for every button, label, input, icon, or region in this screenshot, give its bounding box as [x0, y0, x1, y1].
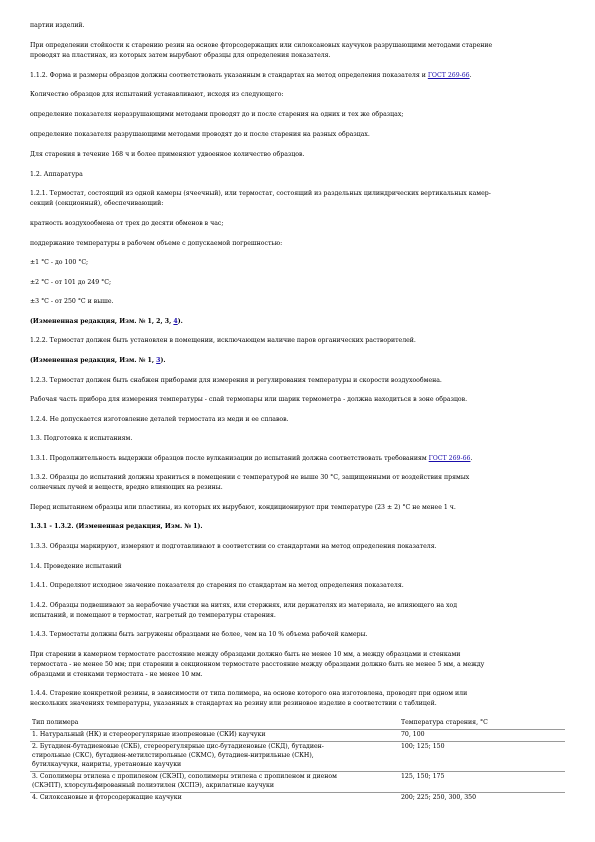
temperature-cell: 200; 225; 250, 300, 350: [399, 793, 565, 805]
section-heading-1-4: 1.4. Проведение испытаний: [30, 563, 122, 570]
paragraph: Перед испытанием образцы или пластины, из которых их вырубают, кондиционируют при температуре (23 ± 2) °С не менее 1 ч.: [30, 504, 456, 511]
clause-tail: .: [469, 72, 472, 79]
paragraph-line: секций (секционный), обеспечивающий:: [30, 200, 164, 207]
aging-temperature-table: [30, 718, 565, 804]
gost-269-66-link[interactable]: ГОСТ 269-66: [428, 455, 471, 462]
paragraph: 1.2.2. Термостат должен быть установлен в помещении, исключающем наличие паров органических растворителей.: [30, 337, 416, 344]
paragraph-line: 1.2.1. Термостат, состоящий из одной камеры (ячеечный), или термостат, состоящий из раздельных цилиндрических вертикальных камер-: [30, 190, 491, 197]
amendment-text: (Измененная редакция, Изм. № 1, 2, 3,: [30, 318, 174, 325]
paragraph-line: нескольких значениях температуры, указанных в стандартах на резину или резиновое изделие в соответствии с таблицей.: [30, 700, 437, 707]
table-header-row: [30, 718, 565, 730]
clause-1-3-1: [30, 454, 570, 464]
section-heading-1-2: 1.2. Аппаратура: [30, 171, 83, 178]
paragraph-line: образцами и стенками термостата - не менее 10 мм.: [30, 671, 203, 678]
paragraph-line: проводят на пластинах, из которых затем вырубают образцы для определения показателя.: [30, 52, 331, 59]
tolerance-item: ±2 °С - от 101 до 249 °С;: [30, 279, 112, 286]
section-heading-1-3: 1.3. Подготовка к испытаниям.: [30, 435, 133, 442]
paragraph: поддержание температуры в рабочем объеме с допускаемой погрешностью:: [30, 240, 283, 247]
header-polymer-type: Тип полимера: [32, 719, 79, 726]
paragraph: 1.2.3. Термостат должен быть снабжен приборами для измерения и регулирования температуры и скорости воздухообмена.: [30, 377, 442, 384]
clause-text: 1.1.2. Форма и размеры образцов должны соответствовать указанным в стандартах на метод определения показателя и: [30, 72, 428, 79]
tolerance-item: ±1 °С - до 100 °С;: [30, 259, 89, 266]
amendment-note: 1.3.1 - 1.3.2. (Измененная редакция, Изм. № 1).: [30, 523, 203, 530]
amendment-text: (Измененная редакция, Изм. № 1,: [30, 357, 157, 364]
header-aging-temperature: Температура старения, °С: [401, 719, 488, 726]
paragraph: Количество образцов для испытаний устанавливают, исходя из следующего:: [30, 91, 284, 98]
clause-tail: .: [470, 455, 473, 462]
paragraph: определение показателя разрушающими методами проводят до и после старения на разных образцах.: [30, 131, 370, 138]
paragraph: кратность воздухообмена от трех до десяти обменов в час;: [30, 220, 224, 227]
paragraph: Для старения в течение 168 ч и более применяют удвоенное количество образцов.: [30, 151, 305, 158]
paragraph-line: 1.3.2. Образцы до испытаний должны храниться в помещении с температурой не выше 30 °С, защищенными от воздействия прямых: [30, 474, 470, 481]
paragraph: 1.4.3. Термостаты должны быть загружены образцами не более, чем на 10 % объема рабочей камеры.: [30, 631, 368, 638]
amendment-note: [30, 356, 570, 366]
table-row: [30, 793, 565, 805]
paragraph: 1.4.1. Определяют исходное значение показателя до старения по стандартам на метод определения показателя.: [30, 582, 404, 589]
paragraph-line: При определении стойкости к старению резин на основе фторсодержащих или силоксановых каучуков разрушающими методами старение: [30, 42, 493, 49]
paragraph: 1.3.3. Образцы маркируют, измеряют и подготавливают в соответствии со стандартами на метод определения показателя.: [30, 543, 437, 550]
amendment-3-link[interactable]: 3: [156, 357, 161, 364]
paragraph-line: термостата - не менее 50 мм; при старении в секционном термостате расстояние между образцами должно быть не менее 5 мм, а между: [30, 661, 485, 668]
table-row: [30, 772, 565, 793]
paragraph: Рабочая часть прибора для измерения температуры - спай термопары или шарик термометра - должна находиться в зоне образцов.: [30, 396, 468, 403]
amendment-tail: ).: [177, 318, 183, 325]
paragraph: партии изделий.: [30, 22, 85, 29]
clause-text: 1.3.1. Продолжительность выдержки образцов после вулканизации до испытаний должна соответствовать требованиям: [30, 455, 429, 462]
amendment-tail: ).: [160, 357, 166, 364]
table-row: [30, 730, 565, 742]
polymer-type-cell: 1. Натуральный (НК) и стереорегулярные изопреновые (СКИ) каучуки: [30, 730, 399, 742]
amendment-4-link[interactable]: 4: [173, 318, 178, 325]
paragraph: 1.2.4. Не допускается изготовление деталей термостата из меди и ее сплавов.: [30, 416, 289, 423]
temperature-cell: 125, 150; 175: [399, 772, 565, 793]
polymer-type-cell: 2. Бутадиен-бутадиеновые (СКБ), стереорегулярные цис-бутадиеновые (СКД), бутадиен- стирольные (СКС), бутадиен-метилстирольные (СКМС), бутадиен-нитрильные (СКН), бутилкаучуки, наириты, уретановые каучуки: [30, 742, 399, 772]
temperature-cell: 100; 125; 150: [399, 742, 565, 772]
paragraph: определение показателя неразрушающими методами проводят до и после старения на одних и тех же образцах;: [30, 111, 404, 118]
polymer-type-cell: 4. Силоксановые и фторсодержащие каучуки: [30, 793, 399, 805]
paragraph-line: 1.4.2. Образцы подвешивают за нерабочие участки на нитях, или стержнях, или держателях из материала, не влияющего на ход: [30, 602, 458, 609]
paragraph-line: 1.4.4. Старение конкретной резины, в зависимости от типа полимера, на основе которого она изготовлена, проводят при одном или: [30, 690, 468, 697]
temperature-cell: 70, 100: [399, 730, 565, 742]
amendment-note: [30, 317, 570, 327]
polymer-type-cell: 3. Сополимеры этилена с пропиленом (СКЭП), сополимеры этилена с пропиленом и диеном (СКЭПТ), хлорсульфированный полиэтилен (ХСПЭ), акрилатные каучуки: [30, 772, 399, 793]
gost-269-66-link[interactable]: ГОСТ 269-66: [427, 72, 470, 79]
paragraph-line: солнечных лучей и веществ, вредно влияющих на резины.: [30, 484, 223, 491]
paragraph-line: испытаний, и помещают в термостат, нагретый до температуры старения.: [30, 612, 276, 619]
clause-1-1-2: [30, 71, 570, 81]
table-row: [30, 742, 565, 772]
paragraph-line: При старении в камерном термостате расстояние между образцами должно быть не менее 10 мм, а между образцами и стенками: [30, 651, 461, 658]
tolerance-item: ±3 °С - от 250 °С и выше.: [30, 298, 114, 305]
